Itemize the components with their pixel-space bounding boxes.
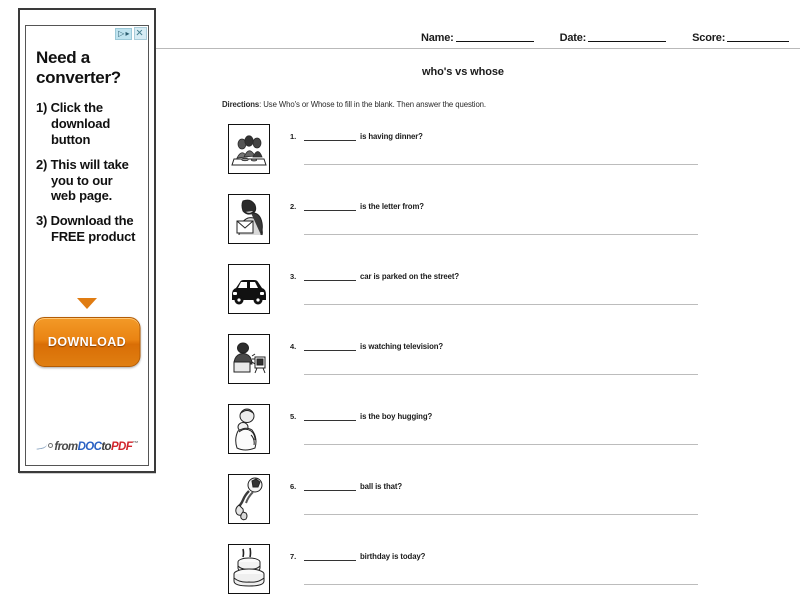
boy-watching-television-thumbnail bbox=[228, 334, 270, 384]
down-triangle-icon bbox=[77, 298, 97, 309]
logo-from-text: from bbox=[54, 441, 78, 453]
score-label: Score: bbox=[692, 32, 726, 44]
worksheet-page bbox=[156, 0, 800, 600]
directions-text: : Use Who's or Whose to fill in the blank. Then answer the question. bbox=[259, 100, 486, 109]
advertisement-inner-frame bbox=[25, 25, 149, 466]
score-blank-line[interactable] bbox=[727, 41, 789, 42]
date-blank-line[interactable] bbox=[588, 41, 666, 42]
worksheet-header-fields bbox=[421, 32, 789, 44]
answer-write-line[interactable] bbox=[304, 444, 698, 445]
soccer-ball-and-cleats-thumbnail bbox=[228, 474, 270, 524]
question-row bbox=[156, 334, 800, 404]
date-label: Date: bbox=[559, 32, 587, 44]
score-field[interactable] bbox=[692, 32, 789, 44]
directions-label: Directions bbox=[222, 100, 260, 109]
fromdoctopdf-logo[interactable] bbox=[26, 441, 148, 453]
adchoices-bar bbox=[115, 27, 147, 40]
birthday-cake-thumbnail bbox=[228, 544, 270, 594]
answer-blank[interactable] bbox=[304, 420, 356, 421]
answer-blank[interactable] bbox=[304, 350, 356, 351]
question-row bbox=[156, 194, 800, 264]
question-text: is having dinner? bbox=[360, 132, 423, 141]
question-number: 5. bbox=[290, 412, 297, 421]
name-blank-line[interactable] bbox=[456, 41, 534, 42]
car-thumbnail bbox=[228, 264, 270, 314]
header-divider bbox=[156, 48, 800, 49]
question-text: birthday is today? bbox=[360, 552, 426, 561]
answer-blank[interactable] bbox=[304, 210, 356, 211]
directions bbox=[222, 100, 486, 109]
question-text: car is parked on the street? bbox=[360, 272, 460, 281]
ad-headline: Need a converter? bbox=[36, 48, 121, 88]
answer-write-line[interactable] bbox=[304, 234, 698, 235]
question-number: 6. bbox=[290, 482, 297, 491]
ad-steps-list bbox=[36, 100, 140, 245]
question-text: is the letter from? bbox=[360, 202, 424, 211]
swoosh-icon bbox=[36, 441, 48, 449]
page-title: who's vs whose bbox=[422, 66, 504, 78]
question-row bbox=[156, 474, 800, 544]
ad-step-item: 1) Click the download button bbox=[36, 100, 111, 147]
answer-write-line[interactable] bbox=[304, 304, 698, 305]
answer-blank[interactable] bbox=[304, 560, 356, 561]
download-button-label: DOWNLOAD bbox=[47, 335, 127, 349]
logo-to-text: to bbox=[101, 441, 111, 453]
logo-pdf-text: PDF bbox=[110, 441, 133, 453]
ad-step-item: 2) This will take you to our web page. bbox=[36, 156, 129, 204]
answer-blank[interactable] bbox=[304, 140, 356, 141]
questions-list bbox=[156, 124, 800, 614]
question-number: 4. bbox=[290, 342, 297, 351]
download-button[interactable] bbox=[34, 317, 141, 367]
answer-write-line[interactable] bbox=[304, 584, 698, 585]
question-row bbox=[156, 124, 800, 194]
family-eating-dinner-thumbnail bbox=[228, 124, 270, 174]
question-text: is watching television? bbox=[360, 342, 444, 351]
logo-dot-icon bbox=[48, 443, 53, 448]
answer-write-line[interactable] bbox=[304, 514, 698, 515]
question-row bbox=[156, 264, 800, 334]
ad-step-item: 3) Download the FREE product bbox=[36, 213, 136, 245]
logo-trademark-symbol: ™ bbox=[132, 441, 138, 448]
answer-blank[interactable] bbox=[304, 490, 356, 491]
person-reading-letter-thumbnail bbox=[228, 194, 270, 244]
question-number: 3. bbox=[290, 272, 297, 281]
question-number: 2. bbox=[290, 202, 297, 211]
mother-hugging-child-thumbnail bbox=[228, 404, 270, 454]
answer-blank[interactable] bbox=[304, 280, 356, 281]
question-text: is the boy hugging? bbox=[360, 412, 433, 421]
question-text: ball is that? bbox=[360, 482, 403, 491]
close-icon[interactable] bbox=[134, 27, 147, 40]
name-field[interactable] bbox=[421, 32, 534, 44]
name-label: Name: bbox=[421, 32, 454, 44]
question-number: 1. bbox=[290, 132, 297, 141]
logo-doc-text: DOC bbox=[77, 441, 102, 453]
answer-write-line[interactable] bbox=[304, 374, 698, 375]
question-number: 7. bbox=[290, 552, 297, 561]
question-row bbox=[156, 404, 800, 474]
answer-write-line[interactable] bbox=[304, 164, 698, 165]
date-field[interactable] bbox=[560, 32, 667, 44]
adchoices-icon[interactable]: ▷ ▸ bbox=[115, 28, 132, 40]
question-row bbox=[156, 544, 800, 614]
advertisement-panel[interactable] bbox=[18, 8, 156, 473]
